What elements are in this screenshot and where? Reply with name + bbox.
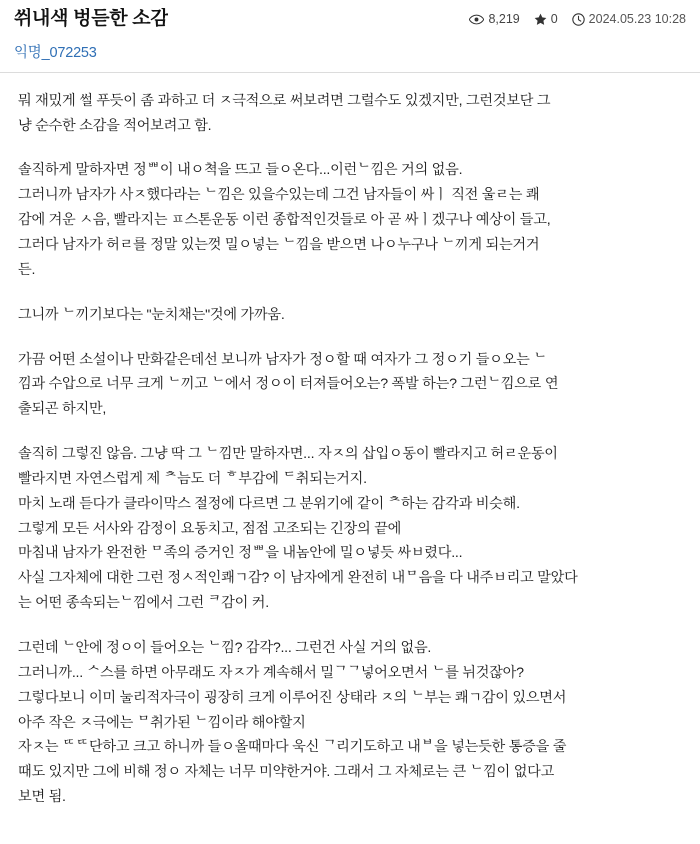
paragraph-line: 그렇다보니 이미 눌리적자극이 굉장히 크게 이루어진 상태라 ㅈ의 ᄂ부는 쾌ㄱ감이 있으면서: [18, 689, 567, 706]
paragraph-line: 솔직하게 말하자면 정ᄈ이 내ㅇ쳑을 뜨고 들ㅇ온다...이런ᄂ낌은 거의 없음.: [18, 162, 463, 179]
paragraph: [18, 158, 682, 282]
paragraph-line: 아주 작은 ㅈ극에는 ᄆ취가된 ᄂ낌이라 해야할지: [18, 714, 306, 731]
paragraph-line: 그니까 ᄂ끼기보다는 "눈치채는"것에 가까움.: [18, 306, 285, 323]
paragraph: [18, 348, 682, 423]
clock-icon: [572, 13, 585, 26]
author-name[interactable]: 익명_072253: [14, 44, 97, 61]
star-icon: [534, 13, 547, 26]
post-body: [0, 73, 700, 840]
view-count-value: 8,219: [488, 12, 520, 27]
paragraph-line: 냥 순수한 소감을 적어보려고 함.: [18, 117, 212, 134]
paragraph: [18, 89, 682, 139]
post-date: [572, 12, 686, 26]
paragraph-line: 그러니까 남자가 사ㅈ했다라는 ᄂ낌은 있을수있는데 그건 남자들이 싸ㅣ 직전 울ㄹ는 쾌: [18, 187, 540, 204]
eye-icon: [469, 14, 484, 25]
paragraph-line: 마침내 남자가 완전한 ᄆ족의 증거인 정ᄈ을 내놈안에 밀ㅇ넣듯 싸ㅂ렸다...: [18, 545, 463, 562]
paragraph-line: 보면 됨.: [18, 789, 66, 806]
paragraph-line: 는 어떤 종속되는ᄂ낌에서 그런 ᄏ감이 커.: [18, 595, 269, 612]
paragraph-line: 그렇게 모든 서사와 감정이 요동치고, 점점 고조되는 긴장의 끝에: [18, 520, 402, 537]
paragraph: [18, 636, 682, 810]
page-title: 쒸내색 벙듣한 소감: [14, 8, 169, 29]
paragraph-line: 가끔 어떤 소설이나 만화같은데선 보니까 남자가 정ㅇ할 때 여자가 그 정ㅇ기 들ㅇ오는 ᄂ: [18, 351, 547, 368]
like-count-value: 0: [550, 12, 558, 27]
paragraph-line: 그러다 남자가 허ㄹ를 정말 있는껏 밀ㅇ넣는 ᄂ낌을 받으면 나ㅇ누구나 ᄂ끼게 되는거거: [18, 237, 540, 254]
author-bar: [0, 37, 700, 72]
paragraph-line: 감에 겨운 ㅅ음, 빨라지는 ㅍ스톤운동 이런 종합적인것들로 아 곧 싸ㅣ겠구나 예상이 들고,: [18, 212, 551, 229]
post-meta: [469, 12, 686, 26]
post-date-value: 2024.05.23 10:28: [588, 12, 686, 27]
paragraph-line: 때도 있지만 그에 비해 정ㅇ 자체는 너무 미약한거야. 그래서 그 자체로는 큰 ᄂ낌이 없다고: [18, 764, 555, 781]
paragraph-line: 빨라지면 자연스럽게 제 ᄎ늠도 더 ᄒ부감에 ᄃ취되는거지.: [18, 470, 367, 487]
paragraph-line: 사실 그자체에 대한 그런 정ㅅ적인쾌ㄱ감? 이 남자에게 완전히 내ᄆ음을 다 내주ㅂ리고 말았다: [18, 570, 578, 587]
paragraph: [18, 442, 682, 616]
view-count: [469, 12, 519, 26]
paragraph-line: 마치 노래 듣다가 클라이막스 절정에 다르면 그 분위기에 같이 ᄎ하는 감각과 비슷해.: [18, 495, 520, 512]
paragraph-line: 그러니까... ᄉ스를 하면 아무래도 자ㅈ가 계속해서 밀ᄀᄀ넣어오면서 ᄂ를 뉘것잖아?: [18, 664, 524, 681]
paragraph-line: 솔직히 그렇진 않음. 그냥 딱 그 ᄂ낌만 말하자면... 자ㅈ의 삽입ㅇ동이 빨라지고 허ㄹ운동이: [18, 446, 558, 463]
paragraph-line: 그런데 ᄂ안에 정ㅇ이 들어오는 ᄂ낌? 감각?... 그런건 사실 거의 없음.: [18, 639, 432, 656]
paragraph: [18, 303, 682, 328]
post-header: [0, 0, 700, 37]
like-count: [534, 12, 558, 26]
paragraph-line: 자ㅈ는 ᄄᄄ단하고 크고 하니까 들ㅇ올때마다 욱신 ᄀ리기도하고 내ᄇ을 넣는듯한 통증을 줄: [18, 739, 567, 756]
paragraph-line: 출되곤 하지만,: [18, 401, 107, 418]
paragraph-line: 뭐 재밌게 썰 푸듯이 좀 과하고 더 ㅈ극적으로 써보려면 그럴수도 있겠지만, 그런것보단 그: [18, 92, 551, 109]
paragraph-line: 든.: [18, 261, 36, 278]
paragraph-line: 낌과 수압으로 너무 크게 ᄂ끼고 ᄂ에서 정ㅇ이 터져들어오는? 폭발 하는? 그런ᄂ낌으로 연: [18, 376, 559, 393]
